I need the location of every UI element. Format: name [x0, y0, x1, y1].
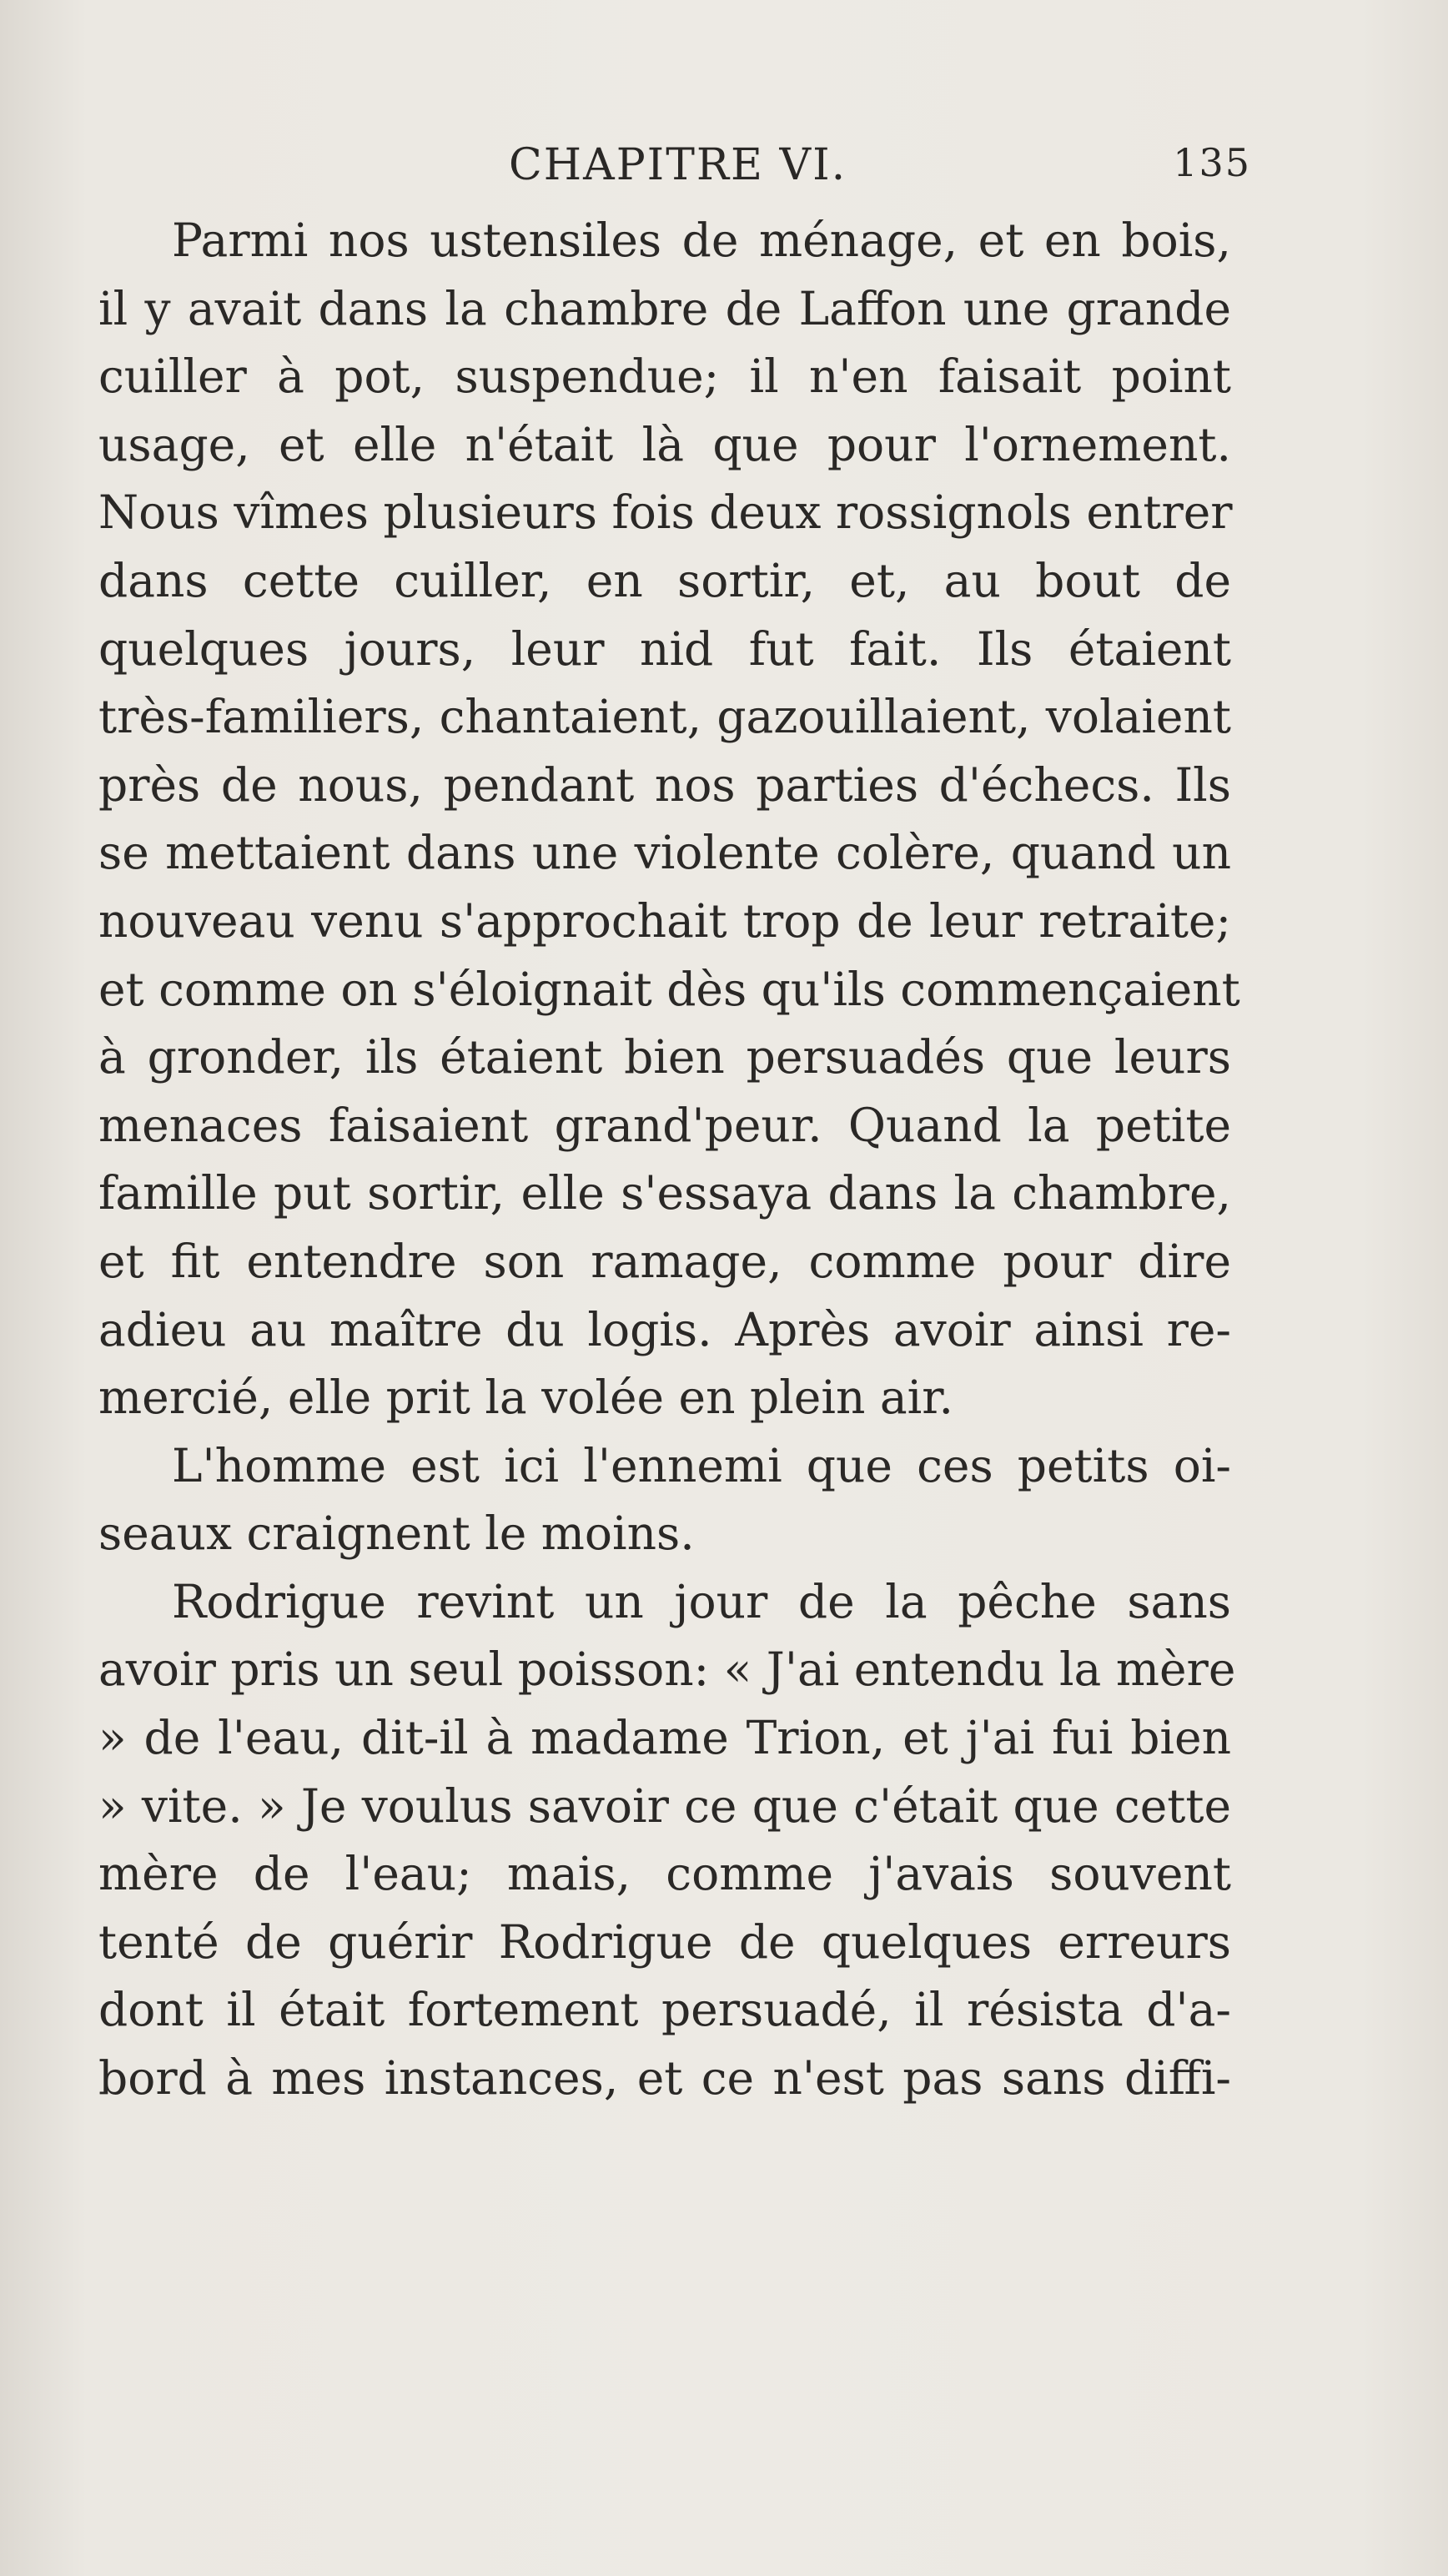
text-line: cuiller à pot, suspendue; il n'en faisait point — [98, 350, 1231, 404]
text-line: adieu au maître du logis. Après avoir ainsi re- — [98, 1302, 1231, 1356]
text-line: près de nous, pendant nos parties d'échecs. Ils — [98, 757, 1231, 812]
text-line: à gronder, ils étaient bien persuadés que leurs — [98, 1030, 1231, 1084]
page-number: 135 — [1173, 140, 1251, 185]
text-line: dont il était fortement persuadé, il résista d'a- — [98, 1983, 1231, 2037]
text-line: » de l'eau, dit-il à madame Trion, et j'ai fui bien — [98, 1711, 1231, 1765]
text-line: seaux craignent le moins. — [98, 1507, 695, 1561]
text-line: se mettaient dans une violente colère, quand un — [98, 826, 1231, 880]
text-line: tenté de guérir Rodrigue de quelques erreurs — [98, 1914, 1231, 1969]
text-line: quelques jours, leur nid fut fait. Ils étaient — [98, 621, 1231, 676]
text-line: Nous vîmes plusieurs fois deux rossignols entrer — [98, 486, 1233, 540]
text-line: bord à mes instances, et ce n'est pas sans diffi- — [98, 2051, 1231, 2106]
text-line: L'homme est ici l'ennemi que ces petits oi- — [172, 1438, 1231, 1492]
text-line: mercié, elle prit la volée en plein air. — [98, 1371, 953, 1425]
text-line: Rodrigue revint un jour de la pêche sans — [172, 1574, 1231, 1628]
text-line: usage, et elle n'était là que pour l'ornement. — [98, 417, 1231, 471]
text-line: dans cette cuiller, en sortir, et, au bout de — [98, 553, 1231, 607]
text-line: menaces faisaient grand'peur. Quand la petite — [98, 1098, 1231, 1152]
text-line: il y avait dans la chambre de Laffon une grande — [98, 281, 1231, 335]
text-line: mère de l'eau; mais, comme j'avais souvent — [98, 1847, 1231, 1901]
running-head — [175, 140, 1251, 207]
text-line: et comme on s'éloignait dès qu'ils commençaient — [98, 962, 1240, 1016]
chapter-title: CHAPITRE VI. — [509, 140, 847, 190]
text-line: avoir pris un seul poisson: « J'ai entendu la mère — [98, 1643, 1236, 1697]
text-line: Parmi nos ustensiles de ménage, et en bois, — [172, 214, 1231, 267]
text-line: et fit entendre son ramage, comme pour dire — [98, 1234, 1231, 1288]
text-line: très-familiers, chantaient, gazouillaient, volaient — [98, 690, 1231, 744]
text-line: famille put sortir, elle s'essaya dans la chambre, — [98, 1166, 1231, 1220]
body-text — [98, 207, 1240, 2113]
text-line: » vite. » Je voulus savoir ce que c'était que cette — [98, 1779, 1231, 1833]
text-line: nouveau venu s'approchait trop de leur retraite; — [98, 893, 1231, 948]
